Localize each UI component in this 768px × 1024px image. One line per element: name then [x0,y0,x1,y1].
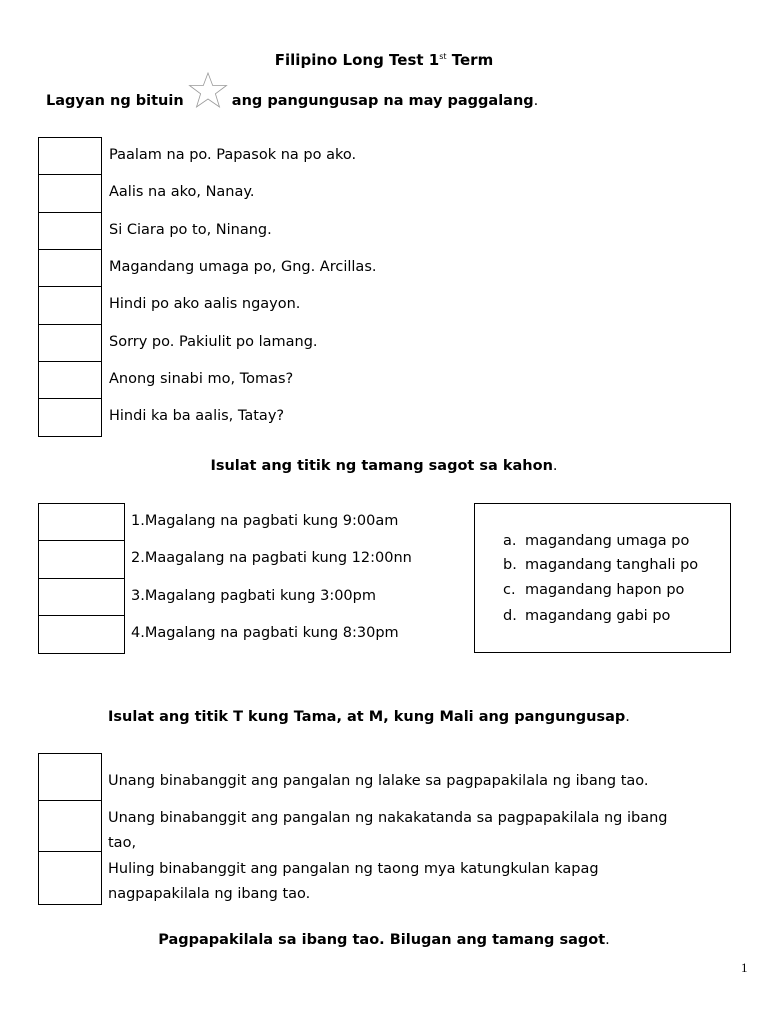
instruction-text-before: Lagyan ng bituin [46,93,184,109]
section1-instruction [46,93,538,109]
list-item: 1.Magalang na pagbati kung 9:00am [131,513,399,529]
answer-box[interactable] [38,174,102,213]
list-item: Magandang umaga po, Gng. Arcillas. [109,258,377,275]
list-item: Hindi po ako aalis ngayon. [109,296,301,313]
item-line: tao, [108,835,137,851]
instruction-text-after: ang pangungusap na may paggalang [231,93,534,109]
answer-box[interactable] [38,578,125,617]
item-line: nagpapakilala ng ibang tao. [108,886,311,902]
answer-box[interactable] [38,753,102,803]
list-item [108,857,599,907]
answer-box[interactable] [38,398,102,437]
choice-text: magandang tanghali po [525,557,699,573]
item-line: Unang binabanggit ang pangalan ng nakakatanda sa pagpapakilala ng ibang [108,810,668,826]
choice-b [503,557,698,573]
page-number: 1 [741,960,748,975]
period: . [533,93,539,109]
choice-text: magandang hapon po [525,582,685,598]
answer-box[interactable] [38,212,102,251]
item-line: Huling binabanggit ang pangalan ng taong mya katungkulan kapag [108,861,599,877]
list-item: Aalis na ako, Nanay. [109,184,255,201]
star-icon [188,72,228,108]
period: . [625,709,630,725]
item-line: Unang binabanggit ang pangalan ng lalake sa pagpapakilala ng ibang tao. [108,773,649,789]
list-item: Paalam na po. Papasok na po ako. [109,147,357,163]
answer-box[interactable] [38,361,102,400]
period: . [605,932,610,948]
answer-box[interactable] [38,800,102,854]
list-item [108,769,649,794]
answer-box[interactable] [38,503,125,542]
list-item: 3.Magalang pagbati kung 3:00pm [131,587,376,604]
choice-letter: b. [503,557,517,573]
answer-box[interactable] [38,249,102,288]
answer-box[interactable] [38,540,125,579]
list-item: Si Ciara po to, Ninang. [109,221,272,238]
period: . [552,458,558,474]
answer-box[interactable] [38,137,102,176]
instruction-text: Isulat ang titik ng tamang sagot sa kahon [210,458,553,474]
choice-d [503,608,670,624]
choices-box [474,503,731,653]
list-item: 2.Maagalang na pagbati kung 12:00nn [131,550,412,567]
page-title [0,51,768,69]
list-item: 4.Magalang na pagbati kung 8:30pm [131,624,399,641]
list-item: Hindi ka ba aalis, Tatay? [109,408,285,425]
choice-a [503,533,689,549]
title-term: Term [446,51,494,69]
answer-box[interactable] [38,851,102,905]
title-text: Filipino Long Test 1 [274,51,440,69]
answer-box[interactable] [38,286,102,325]
list-item [108,806,667,856]
list-item: Sorry po. Pakiulit po lamang. [109,333,318,350]
choice-letter: d. [503,608,517,624]
choice-text: magandang gabi po [525,608,671,624]
title-superscript: st [439,52,447,61]
section2-instruction [0,458,768,474]
instruction-text: Isulat ang titik T kung Tama, at M, kung Mali ang pangungusap [108,709,626,725]
choice-letter: c. [503,582,516,598]
choice-letter: a. [503,533,517,549]
section3-instruction [108,709,630,725]
choice-c [503,582,684,598]
instruction-text: Pagpapakilala sa ibang tao. Bilugan ang tamang sagot [158,932,606,948]
section4-instruction [0,932,768,948]
choice-text: magandang umaga po [525,533,690,549]
answer-box[interactable] [38,615,125,654]
answer-box[interactable] [38,324,102,363]
list-item: Anong sinabi mo, Tomas? [109,370,294,387]
